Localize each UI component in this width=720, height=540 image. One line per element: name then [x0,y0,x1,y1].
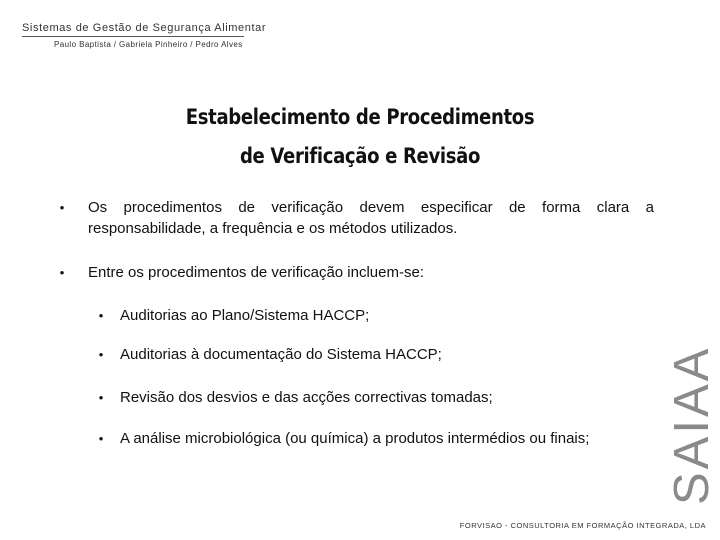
bullet-item [58,197,654,239]
bullet-icon: • [59,265,65,280]
sub-bullet-text: A análise microbiológica (ou química) a produtos intermédios ou finais; [120,430,590,447]
sub-bullet-item [97,305,657,326]
slide-title [154,98,567,176]
slide-title-line-1: Estabelecimento de Procedimentos [185,105,535,129]
bullet-icon: • [98,431,104,446]
brand-logo: SAIAA [665,345,719,505]
footer-text: FORVISAO - CONSULTORIA EM FORMAÇÃO INTEGRADA, LDA [459,521,706,530]
bullet-icon: • [98,308,104,323]
bullet-item [58,262,658,283]
bullet-icon: • [59,200,65,215]
bullet-icon: • [98,390,104,405]
sub-bullet-text: Auditorias à documentação do Sistema HACCP; [120,346,442,363]
sub-bullet-text: Auditorias ao Plano/Sistema HACCP; [120,307,370,324]
sub-bullet-text: Revisão dos desvios e das acções correctivas tomadas; [120,389,493,406]
slide-title-line-2: de Verificação e Revisão [239,144,481,168]
sub-bullet-item [97,428,657,449]
header-title: Sistemas de Gestão de Segurança Alimentar [22,22,267,34]
sub-bullet-item [97,344,657,365]
header-divider [22,36,244,37]
bullet-text: Entre os procedimentos de verificação incluem-se: [88,264,424,281]
header-authors: Paulo Baptista / Gabriela Pinheiro / Pedro Alves [54,40,243,49]
bullet-text: Os procedimentos de verificação devem especificar de forma clara a responsabilidade, a frequência e os métodos utilizados. [88,199,654,237]
bullet-icon: • [98,347,104,362]
sub-bullet-item [97,387,657,408]
